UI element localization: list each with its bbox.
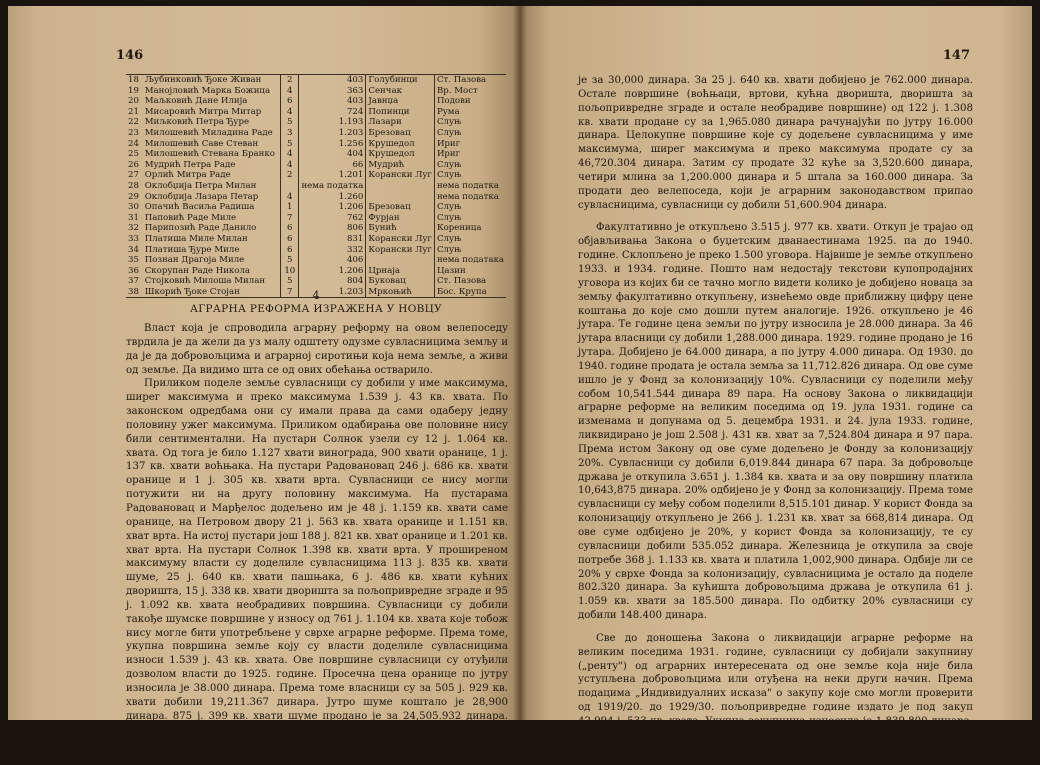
table-cell-b: 403 — [299, 75, 366, 86]
table-cell-n: 28 — [128, 180, 139, 191]
table-cell-name: Оклобџија Петра Милан — [143, 181, 281, 192]
table-cell-c: Мудрић — [366, 160, 435, 171]
table-cell-n: 22 — [128, 117, 139, 128]
table-cell-c: Мркоњић — [366, 287, 435, 298]
table-cell-d: Слуњ — [436, 127, 462, 138]
table-cell-n: 24 — [128, 138, 139, 149]
table-cell-d: нема податка — [436, 180, 499, 191]
table-cell-c: Корански Луг — [366, 245, 435, 256]
table-cell-a — [281, 181, 299, 192]
table-cell-n: 38 — [126, 287, 143, 298]
table-cell-b: 406 — [299, 255, 366, 266]
table-cell-b: 332 — [299, 245, 366, 256]
table-cell-n: 30 — [128, 202, 139, 213]
table-row — [126, 266, 506, 277]
table-cell-d: Слуњ — [436, 244, 462, 255]
table-cell-n: 26 — [128, 159, 139, 170]
table-cell-a: 6 — [281, 223, 299, 234]
page-number-right: 147 — [942, 48, 970, 63]
table-cell-name: Оклобџија Лазара Петар — [143, 192, 281, 203]
table-cell-d: Слуњ — [436, 233, 462, 244]
table-cell-a: 4 — [281, 149, 299, 160]
table-row — [126, 86, 506, 97]
landholders-table — [126, 74, 506, 298]
table-cell-b: 404 — [299, 149, 366, 160]
table-cell-d: Вр. Мост — [436, 85, 478, 96]
section-title: АГРАРНА РЕФОРМА ИЗРАЖЕНА У НОВЦУ — [190, 303, 442, 315]
table-cell-name: Мудрић Петра Раде — [143, 160, 281, 171]
table-cell-n: 20 — [128, 96, 139, 107]
table-cell-n: 32 — [128, 223, 139, 234]
table-cell-n: 29 — [128, 191, 139, 202]
section-number: 4 — [312, 289, 320, 302]
table-cell-d: Слуњ — [436, 212, 462, 223]
table-cell-c: Брезовац — [366, 128, 435, 139]
table-row — [126, 139, 506, 150]
table-cell-b: 1.193 — [299, 117, 366, 128]
left-body-text — [126, 322, 508, 765]
table-cell-d: Ст. Пазова — [436, 276, 487, 287]
table-cell-a: 4 — [281, 107, 299, 118]
table-cell-d: нема податка — [436, 191, 499, 202]
table-cell-b: 1.203 — [299, 287, 366, 298]
table-cell-a: 6 — [281, 96, 299, 107]
table-cell-c: Крушедол — [366, 139, 435, 150]
table-row — [126, 128, 506, 139]
table-cell-name: Платиша Миле Милан — [143, 234, 281, 245]
table-cell-a: 4 — [281, 192, 299, 203]
table-cell-a: 7 — [281, 287, 299, 298]
table-row — [126, 192, 506, 203]
table-cell-name: Парипозић Раде Данило — [143, 223, 281, 234]
table-cell-c — [366, 192, 435, 203]
table-row — [126, 160, 506, 171]
table-cell-c: Голубинци — [366, 75, 435, 86]
table-row — [126, 117, 506, 128]
table-cell-n: 19 — [128, 85, 139, 96]
table-cell-n: 23 — [128, 127, 139, 138]
table-cell-c — [366, 255, 435, 266]
table-cell-b: 724 — [299, 107, 366, 118]
table-cell-d: Ириг — [436, 149, 461, 160]
table-cell-b: 66 — [299, 160, 366, 171]
right-page — [520, 6, 1032, 755]
table-row — [126, 181, 506, 192]
table-cell-n: 25 — [128, 149, 139, 160]
table-row — [126, 255, 506, 266]
table-cell-d: Бос. Крупа — [434, 287, 506, 298]
paragraph: Све до доношења Закона о ликвидацији аграрне реформе на великим поседима 1931. године, сувласници су добијали закупнину („ренту") од аграрних интересената од оне земље која није била уступљена добровољцима или отуђена на неки други начин. Према подацима „Индивидуалних исказа" о закупу које смо могли проверити од 1919/20. до 1929/30. пољопривредне године издато је под закуп 42.994 ј. 533 кв. хвата. Укупна закупнина износила је 1,839.800 динара. Од ове суме узела је држава 1/4 у име управних трошкова и Фонда за колонизацију. Сувласницима је исплаћено 1,379.850 динара. — [578, 632, 973, 755]
table-row — [126, 223, 506, 234]
table-cell-n: 37 — [128, 276, 139, 287]
table-cell-b: 762 — [299, 213, 366, 224]
table-cell-d: Ириг — [436, 138, 461, 149]
table-cell-a: 5 — [281, 117, 299, 128]
table-row — [126, 170, 506, 181]
book-gutter — [513, 6, 527, 720]
table-cell-a: 1 — [281, 202, 299, 213]
table-cell-c: Корански Луг — [366, 234, 435, 245]
table-cell-a: 10 — [281, 266, 299, 277]
table-cell-a: 2 — [281, 170, 299, 181]
page-number-left: 146 — [116, 48, 144, 63]
table-cell-name: Опачић Васиља Радиша — [143, 202, 281, 213]
table-cell-d: Слуњ — [436, 170, 462, 181]
table-cell-n: 18 — [126, 75, 143, 86]
table-cell-a: 5 — [281, 255, 299, 266]
table-cell-c: Буковац — [366, 276, 435, 287]
table-cell-a: 6 — [281, 245, 299, 256]
table-cell-d: Слуњ — [436, 117, 462, 128]
table-cell-b: 806 — [299, 223, 366, 234]
paragraph: Власт која је спроводила аграрну реформу на овом велепоседу тврдила је да жели да уз малу одштету одузме сувласницима земљу и да је да добровољцима и аграрној сиротињи која нема земље, а живи од земље. Да видимо шта се од ових обећања остварило. — [126, 323, 508, 376]
table-cell-n: 33 — [128, 233, 139, 244]
table-cell-d: Ст. Пазова — [434, 75, 506, 86]
table-cell-name: Миљковић Петра Ђуре — [143, 117, 281, 128]
table-cell-name: Скорупан Раде Никола — [143, 266, 281, 277]
table-cell-name: Милошевић Стевана Бранко — [143, 149, 281, 160]
table-cell-d: Подови — [436, 96, 471, 107]
table-cell-c: Бунић — [366, 223, 435, 234]
table-cell-d: Слуњ — [436, 202, 462, 213]
table-cell-b: 1.203 — [299, 128, 366, 139]
table-cell-name: Паповић Раде Миле — [143, 213, 281, 224]
book-spread — [8, 6, 1032, 764]
table-cell-a: 6 — [281, 234, 299, 245]
paragraph: Факултативно је откупљено 3.515 ј. 977 кв. хвати. Откуп је трајао од објављивања Закона о буџетским дванаестинама 1925. па до 1940. године. Склопљено је преко 1.500 уговора. Највише је земље откупљено 1933. и 1934. године. Пошто нам недостају текстови купопродајних уговора из којих би се тачно могло видети колико је добијено новаца за земљу факултативно откупљену, изнећемо овде приближну цифру цене коштања до које смо дошли путем аналогије. 1926. откупљено је 46 јутара. Те године цена земљи по јутру износила је 28.000 динара. За 46 јутара власници су добили 1,288.000 динара. 1929. године продано је 16 јутара. Добијено је 64.000 динара, а по јутру 4.000 динара. Од 1930. до 1940. године продата је остала земља за 11,712.826 динара. Од ове суме ишло је у Фонд за колонизацију 10%. Сувласници су поделили међу собом 10,541.544 динара 89 пара. На основу Закона о ликвидацији аграрне реформе на великим поседима од 19. јула 1931. године са изменама и допунама од 5. децембра 1931. и 24. јула 1933. године, ликвидирано је још 2.508 ј. 431 кв. хват за 7,524.804 динара и 97 пара. Према истом Закону од ове суме додељено је Фонду за колонизацију 20%. Сувласници су добили 6,019.844 динара 67 пара. За добровољце држава је откупила 3.651 ј. 1.384 кв. хвата и за ову површину платила 10,643,875 динара. 20% одбијено је у Фонд за колонизацију. Према томе сувласници су међу собом поделили 8,515.101 динар. У корист Фонда за колонизацију откупљено је 266 ј. 1.231 кв. хват за 668,814 динара. Од ове суме одбијено је 20%, у корист Фонда за колонизацију, те су сувласници добили 535.052 динара. Железница је откупила за своје потребе 368 ј. 1.133 кв. хвата и платила 1,002,900 динара. Одбије ли се 20% у сврхе Фонда за колонизацију, сувласницима је остало да поделе 802.320 динара. За кућишта добровољцима држава је откупила 61 ј. 1.059 кв. хвати за 185.500 динара. По одбитку 20% сувласници су добили 148.400 динара. — [578, 222, 973, 622]
paragraph: је за 30,000 динара. За 25 ј. 640 кв. хвати добијено је 762.000 динара. Остале површине (воћњаци, вртови, кућна дворишта, дворишта за пољопривредне зграде и остале необрадиве површине) од 122 ј. 1.308 кв. хвати продане су за 1,965.080 динара рачунајући по јутру 16.000 динара. Целокупне површине које су додељене сувласницима у име максимума, ширег максимума и преко максимума продате су за 46,720.304 динара. Затим су продате 32 куће за 3,520.600 динара, четири млина за 1,200.000 динара и 5 штала за 160.000 динара. За продати део велепоседа, који је аграрним законодавством припао сувласницима, сувласници су добили 51,600.904 динара. — [578, 75, 973, 211]
table-cell-c — [366, 181, 435, 192]
table-cell-name: Орлић Митра Раде — [143, 170, 281, 181]
left-page — [8, 6, 520, 764]
table-cell-b: 1.201 — [299, 170, 366, 181]
table-cell-name: Платиша Ђуре Миле — [143, 245, 281, 256]
table-cell-n: 27 — [128, 170, 139, 181]
table-cell-b: 363 — [299, 86, 366, 97]
table-cell-c: Црнаја — [366, 266, 435, 277]
table-cell-a: 4 — [281, 86, 299, 97]
table-cell-b: 1.260 — [299, 192, 366, 203]
table-row — [126, 276, 506, 287]
table-cell-name: Шкорић Ђоке Стојан — [143, 287, 281, 298]
table-cell-b: 804 — [299, 276, 366, 287]
table-cell-name: Мисаровић Митра Митар — [143, 107, 281, 118]
table-cell-a: 7 — [281, 213, 299, 224]
table-cell-name: Маљковић Дане Илија — [143, 96, 281, 107]
table-cell-b: нема податка — [299, 181, 366, 192]
table-cell-b: 403 — [299, 96, 366, 107]
table-cell-c: Јавнџа — [366, 96, 435, 107]
table-row — [126, 149, 506, 160]
table-cell-name: Милошевић Миладина Раде — [143, 128, 281, 139]
table-cell-c: Корански Луг — [366, 170, 435, 181]
table-cell-name: Стојковић Милоша Милан — [143, 276, 281, 287]
table-cell-n: 36 — [128, 265, 139, 276]
table-cell-n: 31 — [128, 212, 139, 223]
table-row — [126, 245, 506, 256]
table-row — [126, 107, 506, 118]
table-cell-b: 1.206 — [299, 266, 366, 277]
table-cell-n: 35 — [128, 255, 139, 266]
table-cell-a: 5 — [281, 276, 299, 287]
table-cell-n: 21 — [128, 106, 139, 117]
table-cell-c: Брезовац — [366, 202, 435, 213]
table-cell-d: Слуњ — [436, 159, 462, 170]
table-cell-c: Попинци — [366, 107, 435, 118]
table-cell-d: нема података — [436, 255, 504, 266]
table-cell-c: Сенчак — [366, 86, 435, 97]
table-cell-d: Кореница — [436, 223, 482, 234]
table-row — [126, 75, 506, 86]
table-cell-c: Крушедол — [366, 149, 435, 160]
table-cell-name: Манојловић Марка Божица — [143, 86, 281, 97]
table-cell-a: 5 — [281, 139, 299, 150]
table-cell-c: Лазари — [366, 117, 435, 128]
table-row — [126, 234, 506, 245]
table-cell-c: Фурјан — [366, 213, 435, 224]
paragraph: Приликом поделе земље сувласници су добили у име максимума, ширег максимума и преко максимума 1.539 ј. 43 кв. хвата. По законском одредбама они су имали права да сами одаберу једну половину ужег максимума. Приликом одабирања ове половине нису били сентиментални. На пустари Солнок узели су 12 ј. 1.064 кв. хвата. Од тога је било 1.127 хвати винограда, 900 хвати оранице, 1 ј. 137 кв. хвати воћњака. На пустари Радовановац 246 ј. 686 кв. хвати оранице и 1 ј. 305 кв. хвати врта. Сувласници се нису могли потужити ни на другу половину максимума. На пустарама Радовановац и Марђелос додељено им је 48 ј. 1.159 кв. хвати саме оранице, на Петровом двору 21 ј. 563 кв. хвата оранице и 1.151 кв. хват врта. На истој пустари још 188 ј. 821 кв. хват оранице и 1.201 кв. хват врта. На пустари Солнок 1.398 кв. хвати врта. У проширеном максимуму власти су доделиле сувласницима 113 ј. 835 кв. хвати шуме, 25 ј. 640 кв. хвати пашњака, 6 ј. 486 кв. хвати кућних дворишта, 15 ј. 338 кв. хвати дворишта за пољопривредне зграде и 95 ј. 1.092 кв. хвата необрадивих површина. Сувласници су добили такође шумске површине у износу од 761 ј. 1.104 кв. хвата које тобож нису могле бити употребљене у сврхе аграрне реформе. Према томе, укупна површина земље коју су власти доделиле сувласницима износи 1.539 ј. 43 кв. хвата. Ове површине сувласници су отуђили дозволом власти до 1925. године. Просечна цена оранице по јутру износила је 38.000 динара. Према томе власници су за 505 ј. 929 кв. хвати добили 19,211.367 динара. Јутро шуме коштало је 28,900 динара. 875 ј. 399 кв. хвати шуме продано је за 24,505.932 динара. Просечна цена по јутру винограда износила је 25.000 динара, што значи да су сувласници за 12 ј. 164 кв. хвата добили 275.925 динара. Јутро пашњака продавано — [126, 378, 508, 764]
table-cell-a: 2 — [281, 75, 299, 86]
table-cell-name: Милошевић Саве Стеван — [143, 139, 281, 150]
table-cell-d: Рума — [436, 106, 460, 117]
table-row — [126, 213, 506, 224]
table-cell-b: 1.206 — [299, 202, 366, 213]
table-row — [126, 96, 506, 107]
right-body-text — [578, 74, 973, 757]
table-cell-a: 4 — [281, 160, 299, 171]
table-row — [126, 202, 506, 213]
table-cell-b: 1.256 — [299, 139, 366, 150]
table-cell-b: 831 — [299, 234, 366, 245]
table-cell-name: Познан Драгоја Миле — [143, 255, 281, 266]
table-cell-d: Цазин — [436, 265, 466, 276]
table-cell-a: 3 — [281, 128, 299, 139]
table-cell-name: Љубинковић Ђоке Живан — [143, 75, 281, 86]
table-cell-n: 34 — [128, 244, 139, 255]
